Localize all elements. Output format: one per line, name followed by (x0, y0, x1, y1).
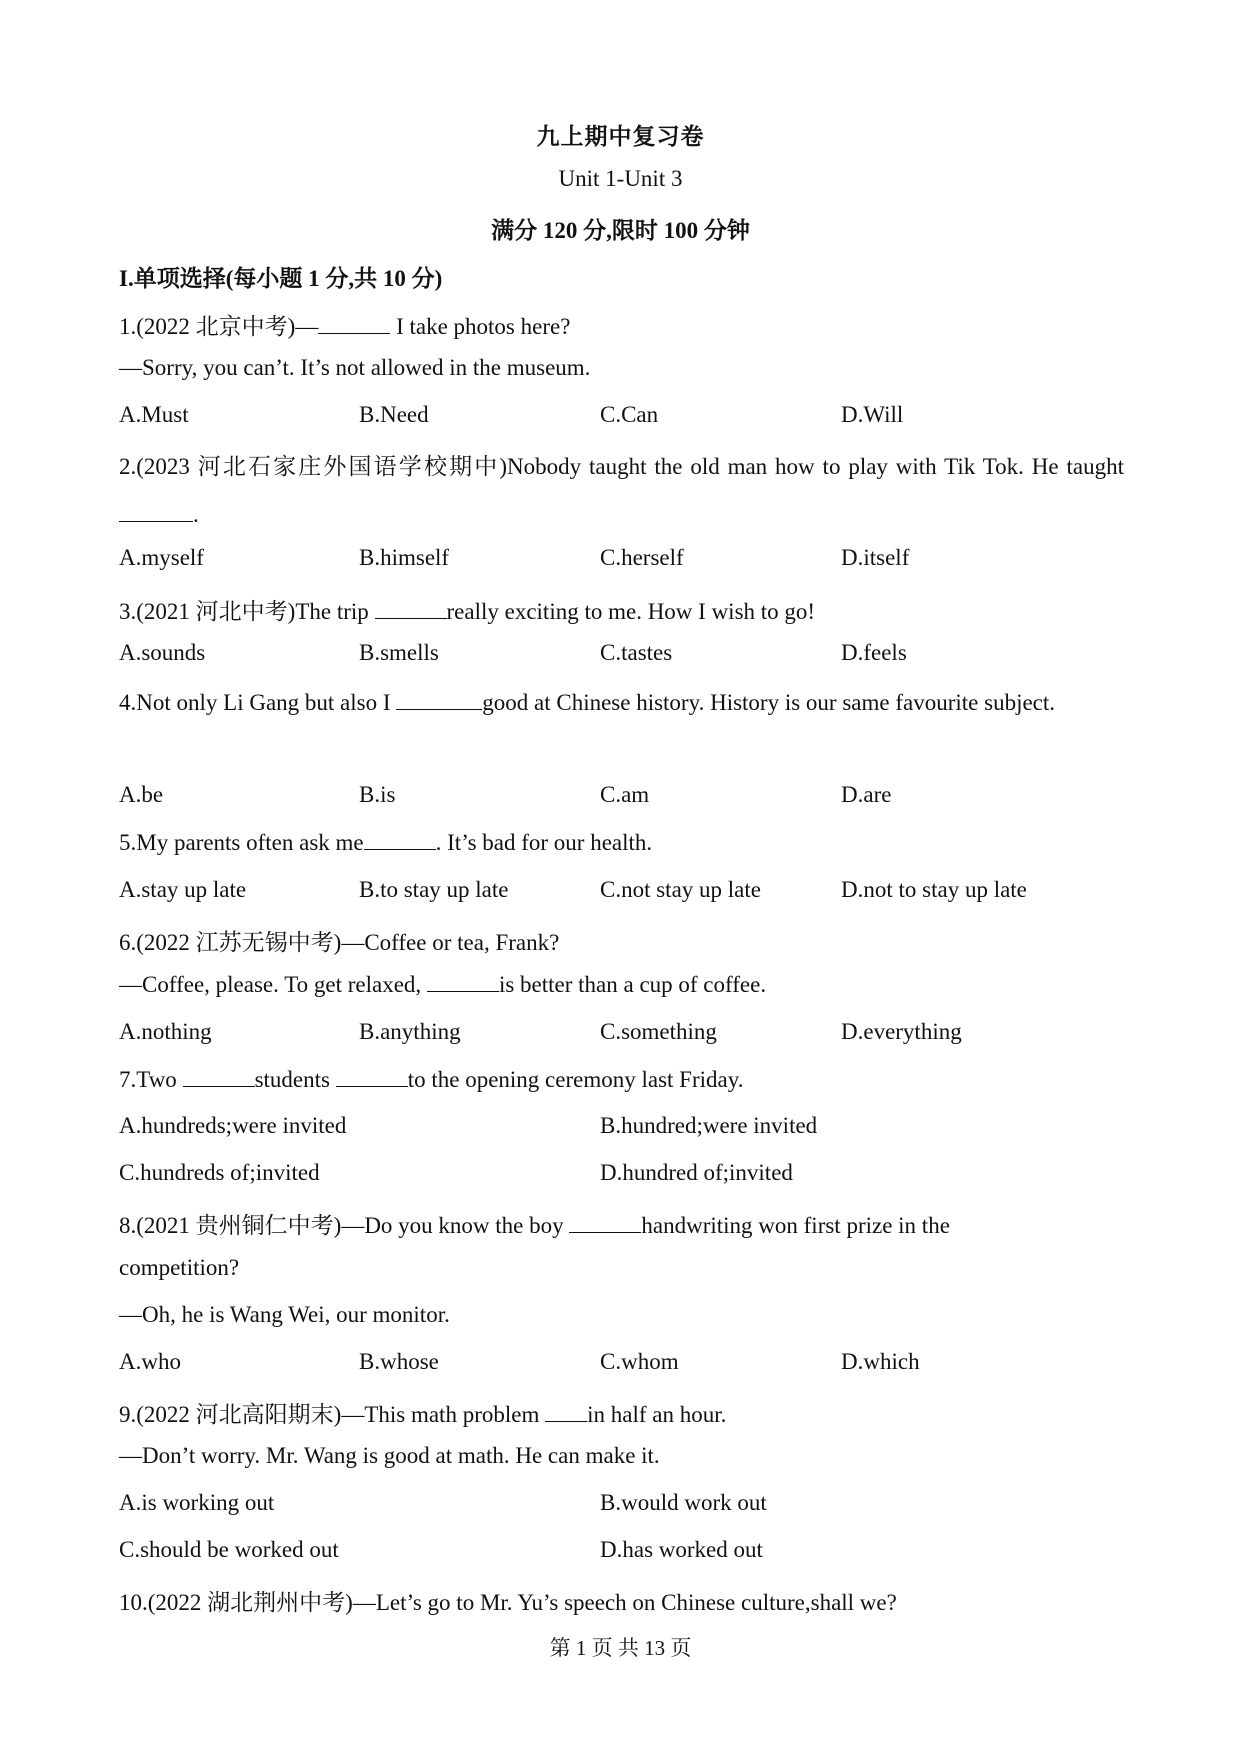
question-6-reply: —Coffee, please. To get relaxed, is better than a cup of coffee. (119, 972, 767, 997)
option-a: A.who (119, 1349, 181, 1374)
option-d: D.feels (841, 640, 907, 665)
option-c: C.herself (600, 545, 684, 570)
option-a: A.be (119, 782, 164, 807)
exam-meta: 满分 120 分,限时 100 分钟 (491, 218, 750, 243)
option-d: D.itself (841, 545, 910, 570)
option-d: D.are (841, 782, 892, 807)
answer-blank (545, 1401, 587, 1422)
option-c: C.should be worked out (119, 1537, 339, 1562)
question-6-stem: 6.(2022 江苏无锡中考)—Coffee or tea, Frank? (119, 930, 560, 955)
question-1-stem: 1.(2022 北京中考)— I take photos here? (119, 314, 571, 339)
answer-blank (427, 971, 499, 992)
question-2-options (119, 545, 1124, 575)
question-2-stem: 2.(2023 河北石家庄外国语学校期中)Nobody taught the old man how to play with Tik Tok. He taught . (119, 454, 1124, 527)
question-8-stem-line-2: competition? (119, 1255, 240, 1280)
question-6-options (119, 1019, 1124, 1049)
question-9-stem: 9.(2022 河北高阳期末)—This math problem in half an hour. (119, 1402, 727, 1427)
question-5-options (119, 877, 1124, 907)
question-9-options-row-1 (119, 1490, 1124, 1520)
option-b: B.whose (359, 1349, 439, 1374)
option-a: A.nothing (119, 1019, 212, 1044)
answer-blank (375, 598, 447, 619)
option-b: B.to stay up late (359, 877, 509, 902)
option-b: B.anything (359, 1019, 461, 1044)
question-3-options (119, 640, 1124, 670)
answer-blank (318, 313, 390, 334)
option-c: C.not stay up late (600, 877, 761, 902)
option-d: D.hundred of;invited (600, 1160, 793, 1185)
answer-blank (336, 1066, 408, 1087)
option-a: A.Must (119, 402, 189, 427)
question-8-stem-rest: handwriting won first prize in the (641, 1213, 950, 1238)
question-8-stem-line-1: 8.(2021 贵州铜仁中考)—Do you know the boy handwriting won first prize in the (119, 1213, 950, 1238)
question-4-options (119, 782, 1124, 812)
option-b: B.Need (359, 402, 429, 427)
option-b: B.smells (359, 640, 439, 665)
option-c: C.whom (600, 1349, 679, 1374)
page-title: 九上期中复习卷 (536, 124, 705, 149)
question-3-stem: 3.(2021 河北中考)The trip really exciting to me. How I wish to go! (119, 599, 816, 624)
page-footer: 第 1 页 共 13 页 (549, 1636, 692, 1660)
question-1-reply: —Sorry, you can’t. It’s not allowed in the museum. (119, 355, 591, 380)
option-c: C.tastes (600, 640, 673, 665)
option-b: B.himself (359, 545, 450, 570)
unit-range: Unit 1-Unit 3 (558, 166, 683, 191)
option-c: C.something (600, 1019, 717, 1044)
option-c: C.Can (600, 402, 659, 427)
question-8-reply: —Oh, he is Wang Wei, our monitor. (119, 1302, 450, 1327)
answer-blank (119, 501, 193, 522)
question-7-options-row-2 (119, 1160, 1124, 1190)
option-a: A.myself (119, 545, 204, 570)
option-d: D.Will (841, 402, 904, 427)
answer-blank (183, 1066, 255, 1087)
question-9-reply: —Don’t worry. Mr. Wang is good at math. He can make it. (119, 1443, 660, 1468)
question-7-options-row-1 (119, 1113, 1124, 1143)
option-a: A.stay up late (119, 877, 247, 902)
question-1-options (119, 402, 1124, 432)
option-d: D.which (841, 1349, 920, 1374)
option-d: D.has worked out (600, 1537, 763, 1562)
option-d: D.everything (841, 1019, 962, 1044)
option-a: A.is working out (119, 1490, 275, 1515)
question-5-stem: 5.My parents often ask me . It’s bad for our health. (119, 830, 653, 855)
question-8-options (119, 1349, 1124, 1379)
option-a: A.hundreds;were invited (119, 1113, 347, 1138)
question-4-stem: 4.Not only Li Gang but also I good at Chinese history. History is our same favourite subject. (119, 690, 1056, 715)
option-a: A.sounds (119, 640, 206, 665)
answer-blank (569, 1212, 641, 1233)
answer-blank (364, 829, 436, 850)
option-b: B.hundred;were invited (600, 1113, 818, 1138)
answer-blank (396, 689, 482, 710)
question-9-options-row-2 (119, 1537, 1124, 1567)
section-title: I.单项选择(每小题 1 分,共 10 分) (119, 266, 443, 291)
question-10-stem: 10.(2022 湖北荆州中考)—Let’s go to Mr. Yu’s speech on Chinese culture,shall we? (119, 1590, 897, 1615)
question-7-stem: 7.Two students to the opening ceremony last Friday. (119, 1067, 744, 1092)
option-b: B.would work out (600, 1490, 767, 1515)
option-b: B.is (359, 782, 396, 807)
option-d: D.not to stay up late (841, 877, 1027, 902)
option-c: C.am (600, 782, 650, 807)
option-c: C.hundreds of;invited (119, 1160, 320, 1185)
